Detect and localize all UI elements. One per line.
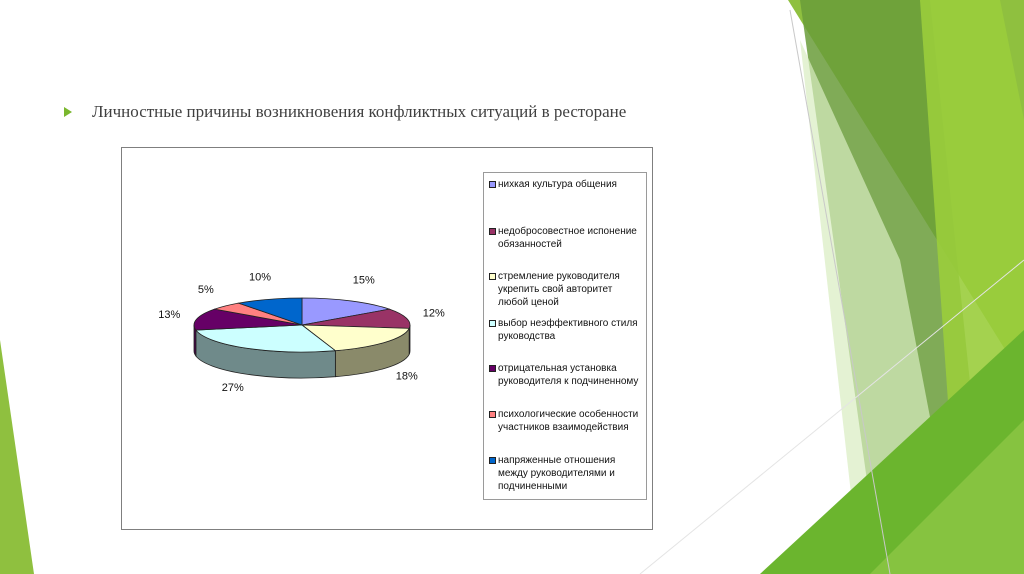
green-shape-left: [0, 340, 34, 574]
legend-item-5: [489, 408, 644, 434]
pie-label-6: 10%: [248, 271, 271, 284]
legend-label-0: нихкая культура общения: [498, 179, 617, 190]
legend-item-4: [489, 362, 644, 388]
triangle-right-icon: [64, 107, 72, 117]
legend-label-2: стремление руководителя укрепить свой авторитет любой ценой: [498, 271, 620, 308]
legend-label-5: психологические особенности участников взаимодействия: [498, 409, 639, 433]
legend-swatch-1: [489, 228, 496, 235]
legend-item-2: [489, 270, 644, 309]
pie-label-5: 5%: [197, 283, 214, 296]
pie-label-4: 13%: [158, 308, 181, 321]
legend-swatch-2: [489, 273, 496, 280]
legend-swatch-4: [489, 365, 496, 372]
legend-label-6: напряженные отношения между руководителями и подчиненными: [498, 455, 616, 492]
legend-label-4: отрицательная установка руководителя к подчиненному: [498, 363, 639, 387]
title-row: [64, 102, 626, 122]
legend-label-3: выбор неэффективного стиля руководства: [498, 318, 638, 342]
chart-frame: [121, 147, 653, 530]
legend-item-6: [489, 454, 644, 493]
legend-swatch-3: [489, 320, 496, 327]
legend-item-3: [489, 317, 644, 343]
pie-label-1: 12%: [422, 307, 445, 320]
slide-title: Личностные причины возникновения конфликтных ситуаций в ресторане: [92, 102, 627, 121]
legend-label-1: недобросовестное испонение обязанностей: [498, 226, 637, 250]
legend-item-0: [489, 178, 644, 191]
legend-swatch-6: [489, 457, 496, 464]
pie-label-3: 27%: [221, 382, 244, 395]
legend-swatch-0: [489, 181, 496, 188]
chart-legend: [483, 172, 647, 500]
legend-swatch-5: [489, 411, 496, 418]
legend-item-1: [489, 225, 644, 251]
pie-label-2: 18%: [395, 370, 418, 383]
pie-label-0: 15%: [352, 274, 375, 287]
